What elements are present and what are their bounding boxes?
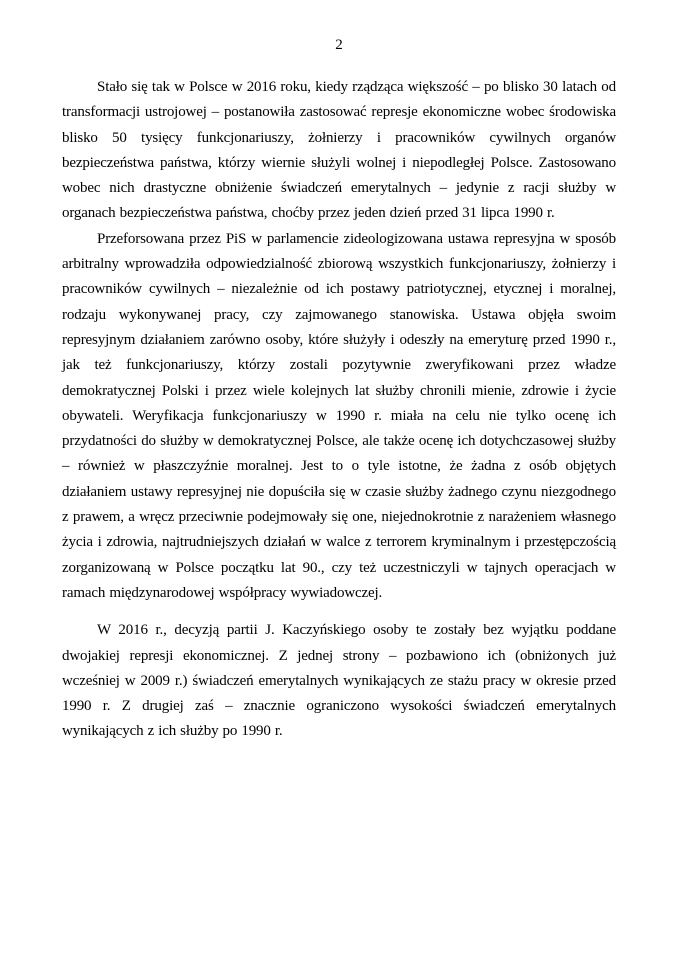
page-number: 2: [335, 37, 343, 53]
paragraph-1: Stało się tak w Polsce w 2016 roku, kiedy rządząca większość – po blisko 30 latach od transformacji ustrojowej – postanowiła zastosować represje ekonomiczne wobec środowiska blisko 50 tysięcy funkcjonariuszy, żołnierzy i pracowników cywilnych organów bezpieczeństwa państwa, którzy wiernie służyli wolnej i niepodległej Polsce. Zastosowano wobec nich drastyczne obniżenie świadczeń emerytalnych – jedynie z racji służby w organach bezpieczeństwa państwa, choćby przez jeden dzień przed 31 lipca 1990 r.: [62, 79, 616, 222]
paragraph-2: Przeforsowana przez PiS w parlamencie zideologizowana ustawa represyjna w sposób arbitralny wprowadziła odpowiedzialność zbiorową wszystkich funkcjonariuszy, żołnierzy i pracowników cywilnych – niezależnie od ich postawy patriotycznej, etycznej i moralnej, rodzaju wykonywanej pracy, czy zajmowanego stanowiska. Ustawa objęła swoim represyjnym działaniem zarówno osoby, które służyły i odeszły na emeryturę przed 1990 r., jak też funkcjonariuszy, którzy zostali pozytywnie zweryfikowani przez władze demokratycznej Polski i przez wiele kolejnych lat służby chronili mienie, zdrowie i życie obywateli. Weryfikacja funkcjonariuszy w 1990 r. miała na celu nie tylko ocenę ich przydatności do służby w demokratycznej Polsce, ale także ocenę ich dotychczasowej służby – również w płaszczyźnie moralnej. Jest to o tyle istotne, że żadna z osób objętych działaniem ustawy represyjnej nie dopuściła się w czasie służby żadnego czynu niezgodnego z prawem, a wręcz przeciwnie podejmowały się one, niejednokrotnie z narażeniem własnego życia i zdrowia, najtrudniejszych działań w walce z terrorem kryminalnym i przestępczością zorganizowaną w Polsce początku lat 90., czy też uczestniczyli w tajnych operacjach w ramach międzynarodowej współpracy wywiadowczej.: [62, 230, 616, 601]
body-text: [62, 75, 616, 745]
paragraph-3: W 2016 r., decyzją partii J. Kaczyńskiego osoby te zostały bez wyjątku poddane dwojakiej represji ekonomicznej. Z jednej strony – pozbawiono ich (obniżonych już wcześniej w 2009 r.) świadczeń emerytalnych wynikających ze stażu pracy w okresie przed 1990 r. Z drugiej zaś – znacznie ograniczono wysokości świadczeń emerytalnych wynikających z ich służby po 1990 r.: [62, 622, 616, 740]
